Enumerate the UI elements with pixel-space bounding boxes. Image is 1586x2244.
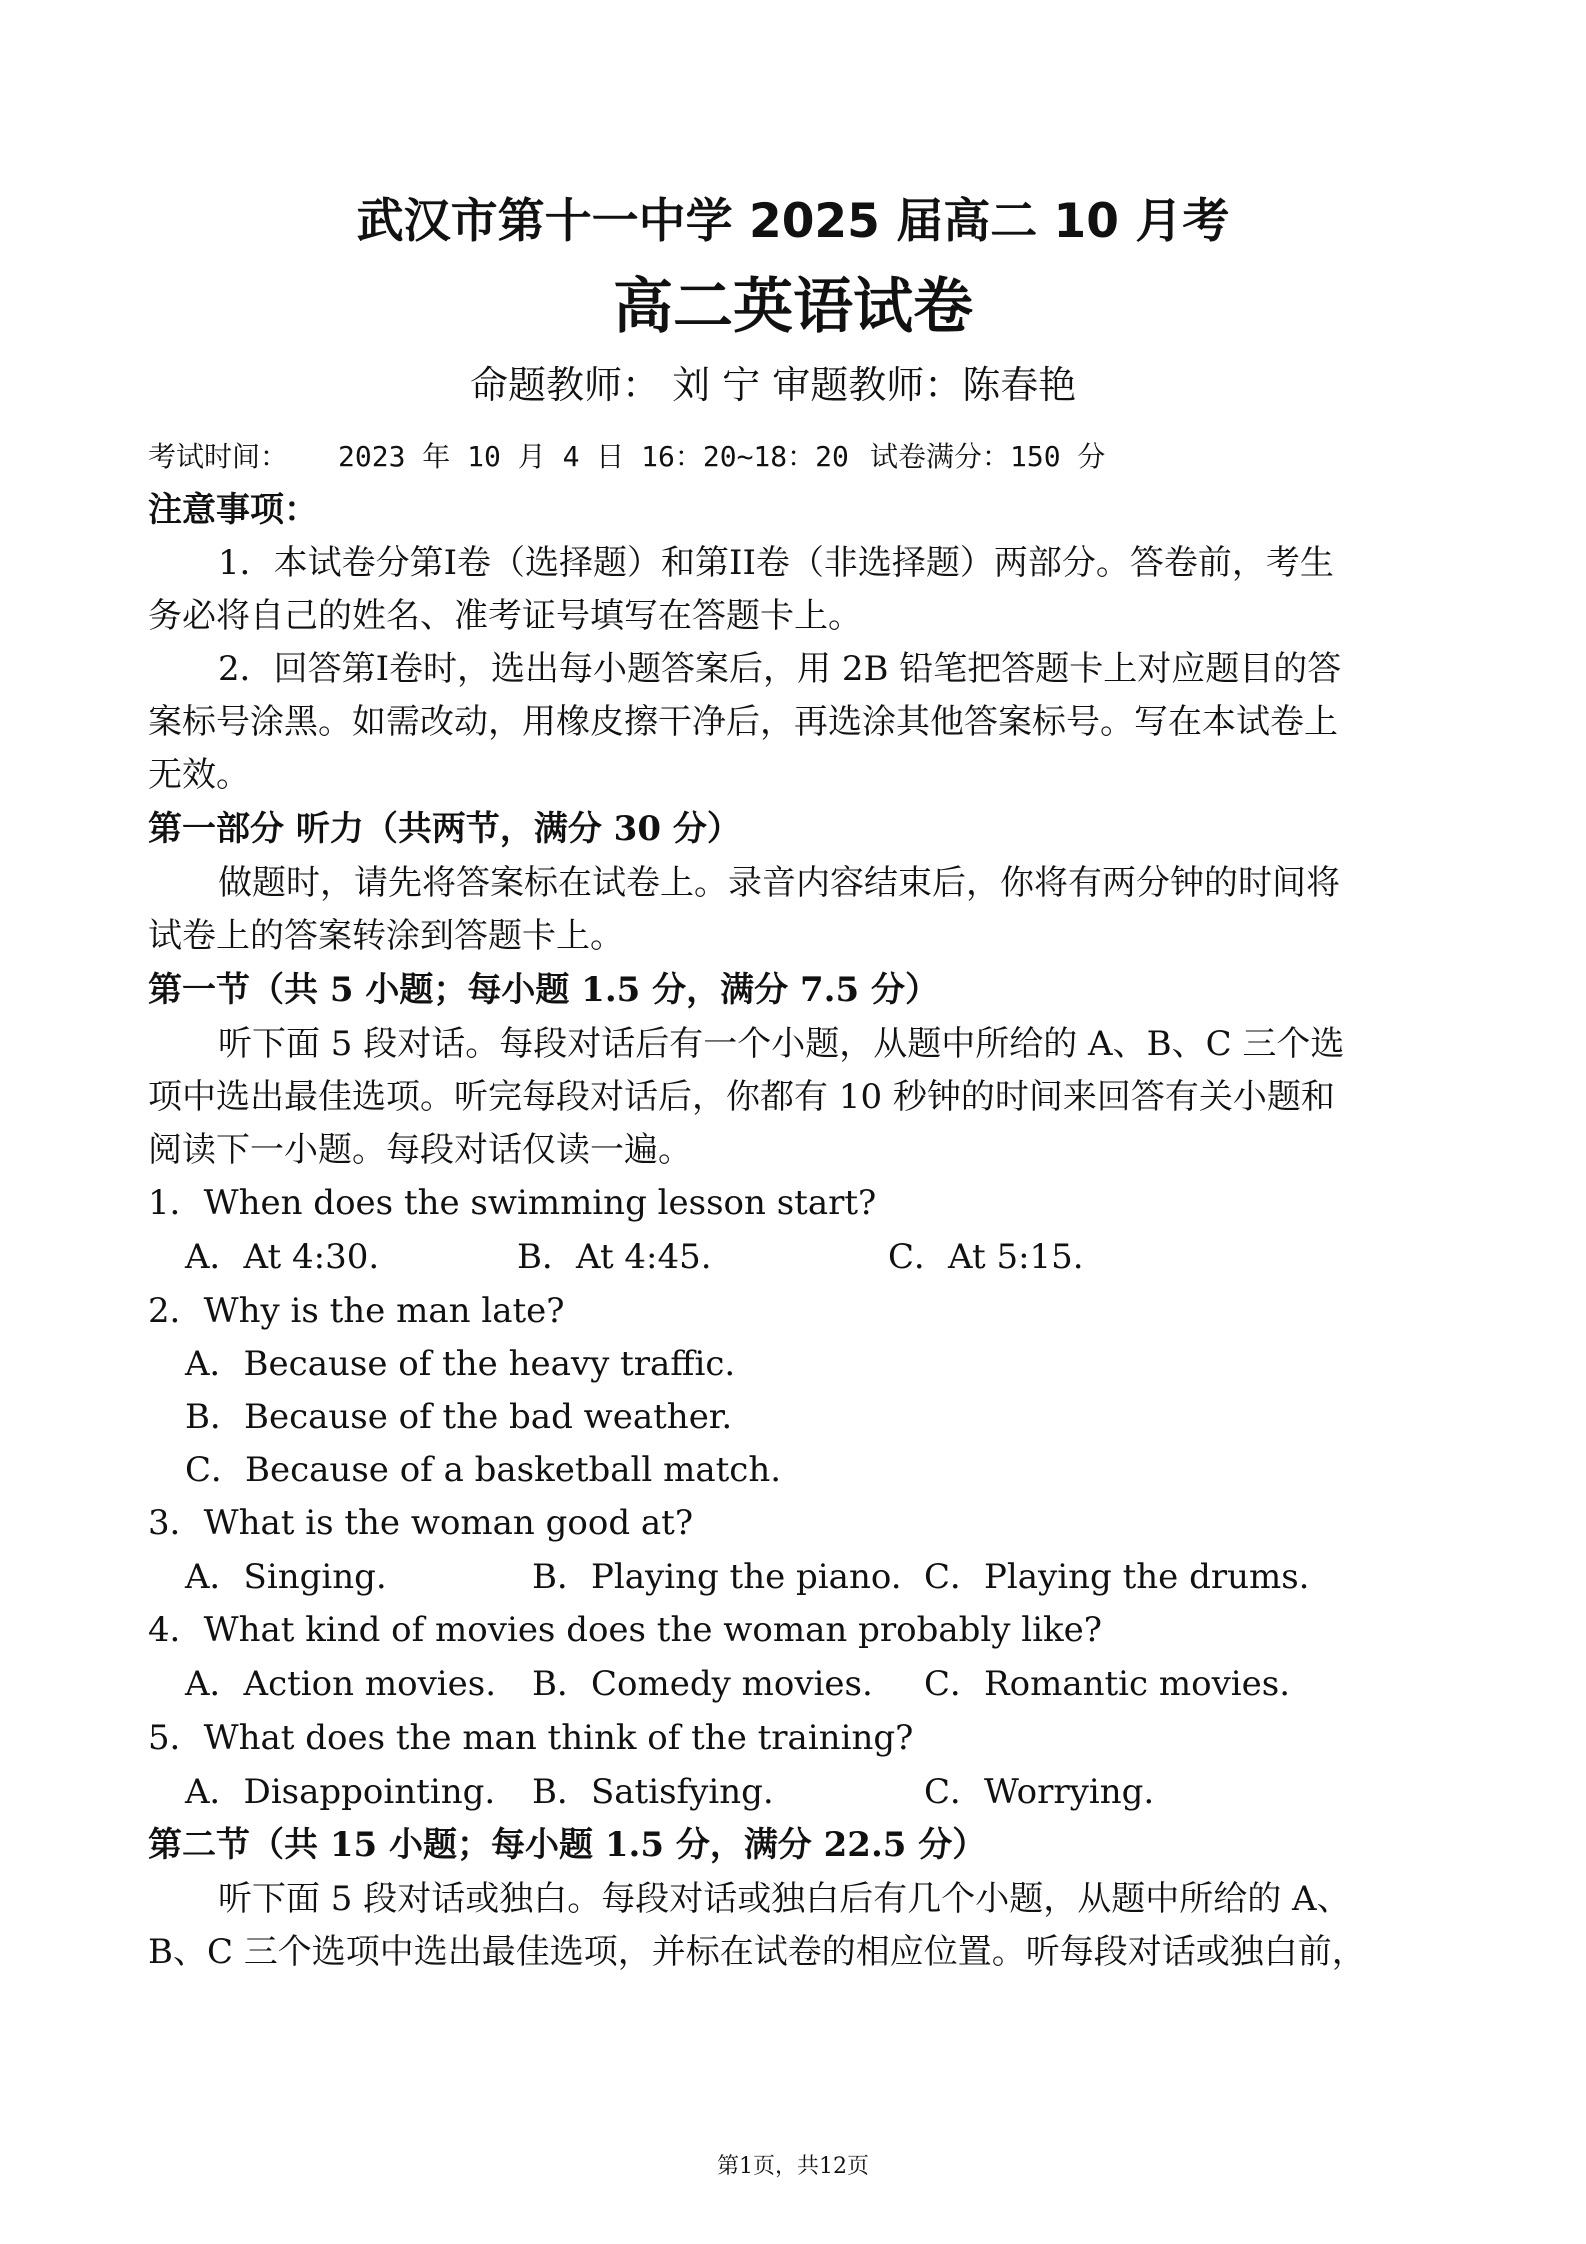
question-5-option-b: B．Satisfying.: [532, 1772, 774, 1812]
question-3-option-b: B．Playing the piano.: [532, 1557, 902, 1597]
question-2-option-b: B．Because of the bad weather.: [185, 1397, 733, 1437]
notice-item-1-line-2: 务必将自己的姓名、准考证号填写在答题卡上。: [148, 596, 862, 636]
question-2-option-a: A．Because of the heavy traffic.: [185, 1344, 736, 1384]
section2-intro-line-1: 听下面 5 段对话或独白。每段对话或独白后有几个小题，从题中所给的 A、: [218, 1879, 1351, 1919]
section2-intro-line-2: B、C 三个选项中选出最佳选项，并标在试卷的相应位置。听每段对话或独白前，: [148, 1932, 1366, 1972]
part1-intro-line-2: 试卷上的答案转涂到答题卡上。: [148, 916, 624, 956]
question-4-option-a: A．Action movies.: [185, 1664, 497, 1704]
notice-item-2-line-2: 案标号涂黑。如需改动，用橡皮擦干净后，再选涂其他答案标号。写在本试卷上: [148, 702, 1338, 742]
question-1-option-a: A．At 4:30.: [185, 1237, 380, 1277]
question-3: 3．What is the woman good at?: [148, 1503, 694, 1543]
page-number: 第1页，共12页: [717, 2154, 869, 2179]
exam-full-score: 试卷满分：150 分: [870, 440, 1106, 473]
question-4-option-b: B．Comedy movies.: [532, 1664, 873, 1704]
notice-item-1-line-1: 1．本试卷分第I卷（选择题）和第II卷（非选择题）两部分。答卷前，考生: [218, 543, 1334, 583]
part1-intro-line-1: 做题时，请先将答案标在试卷上。录音内容结束后，你将有两分钟的时间将: [218, 863, 1340, 903]
section1-intro-line-3: 阅读下一小题。每段对话仅读一遍。: [148, 1130, 692, 1170]
question-5-option-c: C．Worrying.: [924, 1772, 1155, 1812]
question-2-option-c: C．Because of a basketball match.: [185, 1450, 782, 1490]
question-4-option-c: C．Romantic movies.: [924, 1664, 1291, 1704]
question-2: 2．Why is the man late?: [148, 1291, 565, 1331]
teachers-line: 命题教师： 刘 宁 审题教师：陈春艳: [470, 363, 1077, 407]
section1-intro-line-2: 项中选出最佳选项。听完每段对话后，你都有 10 秒钟的时间来回答有关小题和: [148, 1077, 1335, 1117]
question-3-option-a: A．Singing.: [185, 1557, 387, 1597]
exam-title: 武汉市第十一中学 2025 届高二 10 月考: [356, 194, 1230, 249]
section1-heading: 第一节（共 5 小题；每小题 1.5 分，满分 7.5 分）: [148, 970, 939, 1010]
question-1-option-c: C．At 5:15.: [888, 1237, 1084, 1277]
question-1: 1．When does the swimming lesson start?: [148, 1183, 877, 1223]
notice-item-2-line-1: 2．回答第I卷时，选出每小题答案后，用 2B 铅笔把答题卡上对应题目的答: [218, 649, 1342, 689]
question-4: 4．What kind of movies does the woman probably like?: [148, 1610, 1102, 1650]
question-5: 5．What does the man think of the training?: [148, 1718, 914, 1758]
question-3-option-c: C．Playing the drums.: [924, 1557, 1310, 1597]
section1-intro-line-1: 听下面 5 段对话。每段对话后有一个小题，从题中所给的 A、B、C 三个选: [218, 1024, 1345, 1064]
question-1-option-b: B．At 4:45.: [517, 1237, 712, 1277]
notice-item-2-line-3: 无效。: [148, 755, 250, 795]
section2-heading: 第二节（共 15 小题；每小题 1.5 分，满分 22.5 分）: [148, 1825, 987, 1865]
exam-time-label: 考试时间：: [148, 440, 289, 473]
part1-heading: 第一部分 听力（共两节，满分 30 分）: [148, 809, 741, 849]
exam-time-value: 2023 年 10 月 4 日 16：20~18：20: [338, 440, 849, 473]
exam-subtitle: 高二英语试卷: [613, 272, 973, 342]
question-5-option-a: A．Disappointing.: [185, 1772, 496, 1812]
notice-heading: 注意事项：: [148, 490, 318, 530]
